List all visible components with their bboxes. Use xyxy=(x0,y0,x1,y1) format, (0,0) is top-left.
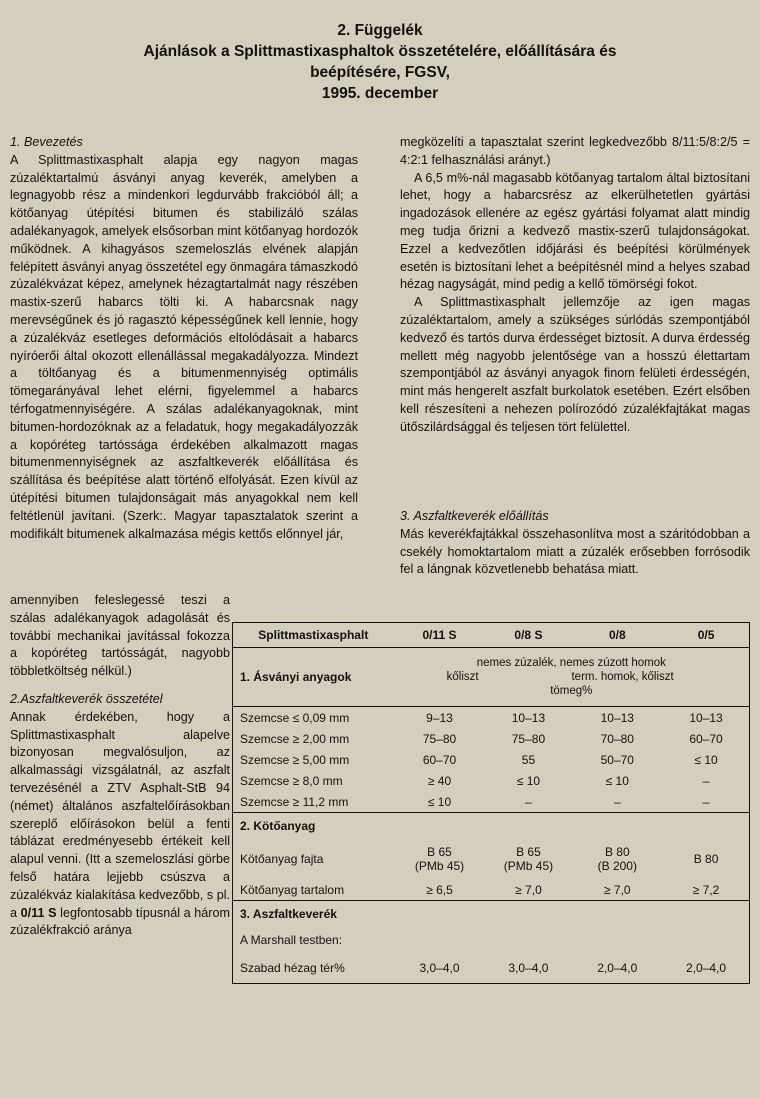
section-2-text: Annak érdekében, hogy a Splittmastixasphalt alapelve bizonyosan megvalósuljon, az alkalmassági vizsgálatnál, az aszfalt tervezésénél a ZTV Asphalt-StB 94 (német) általános aszfaltelőírásokban szereplő előírásokon belül a fenti táblázat eredményesebb értékeit kell alapul venni. (Itt a szemeloszlási görbe felső határa lejjebb csúszva a zúzalékváz kialakítása kedvezőbb, s pl. a 0/11 S legfontosabb típusnál a három zúzalékfrakció aránya xyxy=(10,709,230,938)
section-1-text: A Splittmastixasphalt alapja egy nagyon magas zúzaléktartalmú ásványi anyag keverék, amelyben a legnagyobb rész a mindenkori legdurvább frakcióból áll; a kötőanyag útépítési bitumen és stabilizáló szálas adalékanyagok, amelyek elsősorban mint kötőanyag hordozók működnek. A kihagyásos szemeloszlás elvének alapján felépített ásványi anyag összetétel egy önmagára támaszkodó zúzalékvázat képez, amelynek hézagtartalmát nagy részében mastix-szerű habarcs tölti ki. A habarcsnak nagy merevségűnek és jó ragasztó képességűnek kell lennie, hogy a zúzalékváz esetleges deformációs eltolódásait a habarcs nyíróerői által okozott ellenállással megakadályozza. Mindezt a töltőanyag és a bitumenmennyiség optimális tömegarányával lehet elérni, figyelemmel a habarcs térfogatmennyiségére. A szálas adalékanyagoknak, mint bitumen-hordozóknak az a feladatuk, hogy megakadályozzák a kopóréteg tartóssága érdekében alkalmazott magas bitumenmennyiségnek az aszfaltkeverék előállítása és szállítása és beépítése alatt történő elfolyását. Ezen kívül az útépítési bitumen tulajdonságait más anyagokkal nem kell feltétlenül javítani. (Szerk:. Magyar tapasztalatok szerint a modifikált bitumenek alkalmazása mégis kettős előnnyel jár, xyxy=(10,152,358,541)
table-header-cell: 0/11 S xyxy=(394,623,486,648)
section-1-continuation: amennyiben feleslegessé teszi a szálas adalékanyagok adagolását és további mechanikai javítással fokozza a kopóréteg tartósságát, nagyobb többletköltség nélkül.) xyxy=(10,593,230,679)
aggregate-note: nemes zúzalék, nemes zúzott homok kőliszt term. homok, kőliszt tömeg% xyxy=(446,657,674,697)
table-header-cell: 0/5 xyxy=(663,623,749,648)
spec-table xyxy=(232,622,750,984)
table-header-cell: 0/8 xyxy=(571,623,663,648)
table-section-row xyxy=(233,648,750,707)
table-row: Szemcse ≥ 2,00 mm 75–80 75–80 70–80 60–70 xyxy=(240,731,723,746)
bold-type: 0/11 S xyxy=(20,905,57,920)
right-paragraph-3: A Splittmastixasphalt jellemzője az igen magas zúzaléktartalom, amely a szükséges súrlódás szempontjából kedvező és tartós durva érdességet biztosít. A durva érdesség mellett még nagyobb jelentősége van a hosszú élettartam szempontjából az ásványi anyagok finom felületi érdességén, mint más hengerelt aszfalt burkolatok esetében. Ezért elsőben kell részesíteni a nehezen polírozódó zúzalékfajtákat magas ütőszilárdsággal és teljesen tört felülettel. xyxy=(400,295,750,434)
section-label: 1. Ásványi anyagok xyxy=(240,670,352,684)
section-label: 3. Aszfaltkeverék xyxy=(233,901,394,928)
table-section-row xyxy=(233,813,750,840)
table-row: Kötőanyag fajta B 65 (PMb 45) B 65 (PMb 45) B 80 (B 200) B 80 xyxy=(240,845,719,873)
table-section-row xyxy=(233,901,750,928)
section-1-heading: 1. Bevezetés xyxy=(10,135,83,149)
right-paragraph-1: megközelíti a tapasztalat szerint legkedvezőbb 8/11:5/8:2/5 = 4:2:1 felhasználási arányt.) xyxy=(400,135,750,167)
title-line-4: 1995. december xyxy=(321,85,439,102)
table-row: Szemcse ≥ 5,00 mm 60–70 55 50–70 ≤ 10 xyxy=(240,752,718,767)
title-line-3: beépítésére, FGSV, xyxy=(310,64,450,81)
table-row: Szabad hézag tér% 3,0–4,0 3,0–4,0 2,0–4,0 2,0–4,0 xyxy=(240,961,727,975)
left-column xyxy=(10,134,358,543)
section-3-text: Más keverékfajtákkal összehasonlítva most a száritódobban a csekély homoktartalom miatt a zúzalék erősebben forrósodik fel a lángnak közvetlenebb behatása miatt. xyxy=(400,526,750,577)
table-row: Kötőanyag tartalom ≥ 6,5 ≥ 7,0 ≥ 7,0 ≥ 7,2 xyxy=(240,882,720,897)
left-column-lower xyxy=(10,592,230,940)
table-row: Szemcse ≥ 8,0 mm ≥ 40 ≤ 10 ≤ 10 – xyxy=(240,773,710,788)
title-line-1: 2. Függelék xyxy=(337,22,423,39)
right-column-lower xyxy=(400,508,750,579)
right-paragraph-2: A 6,5 m%-nál magasabb kötőanyag tartalom által biztosítani lehet, hogy a habarcsrész az elkerülhetetlen gyártási ingadozások ellenére az egész gyártási folyamat alatt mindig meg tudja őrizni a kedvező mastix-szerű tulajdonságokat. Ezzel a kedvezőtlen időjárási és beépítési körülmények esetén is biztosítani lehet a beépítésnél mind a helyes szabad hézag nagyságát, mind pedig a kellő tömörségi fokot. xyxy=(400,170,750,292)
table-header-cell: 0/8 S xyxy=(485,623,571,648)
title-line-2: Ajánlások a Splittmastixasphaltok összetételére, előállítására és xyxy=(143,43,617,60)
document-title xyxy=(60,20,700,104)
section-3-heading: 3. Aszfaltkeverék előállítás xyxy=(400,509,549,523)
section-2-heading: 2.Aszfaltkeverék összetétel xyxy=(10,691,163,706)
right-column xyxy=(400,134,750,437)
section-label: 2. Kötőanyag xyxy=(233,813,394,840)
table-header-cell: Splittmastixasphalt xyxy=(233,623,394,648)
table-row: Szemcse ≤ 0,09 mm 9–13 10–13 10–13 10–13 xyxy=(233,707,750,729)
table-row: Szemcse ≥ 11,2 mm ≤ 10 – – – xyxy=(240,794,710,809)
table-header-row xyxy=(233,623,750,648)
table-row: A Marshall testben: xyxy=(240,933,343,947)
